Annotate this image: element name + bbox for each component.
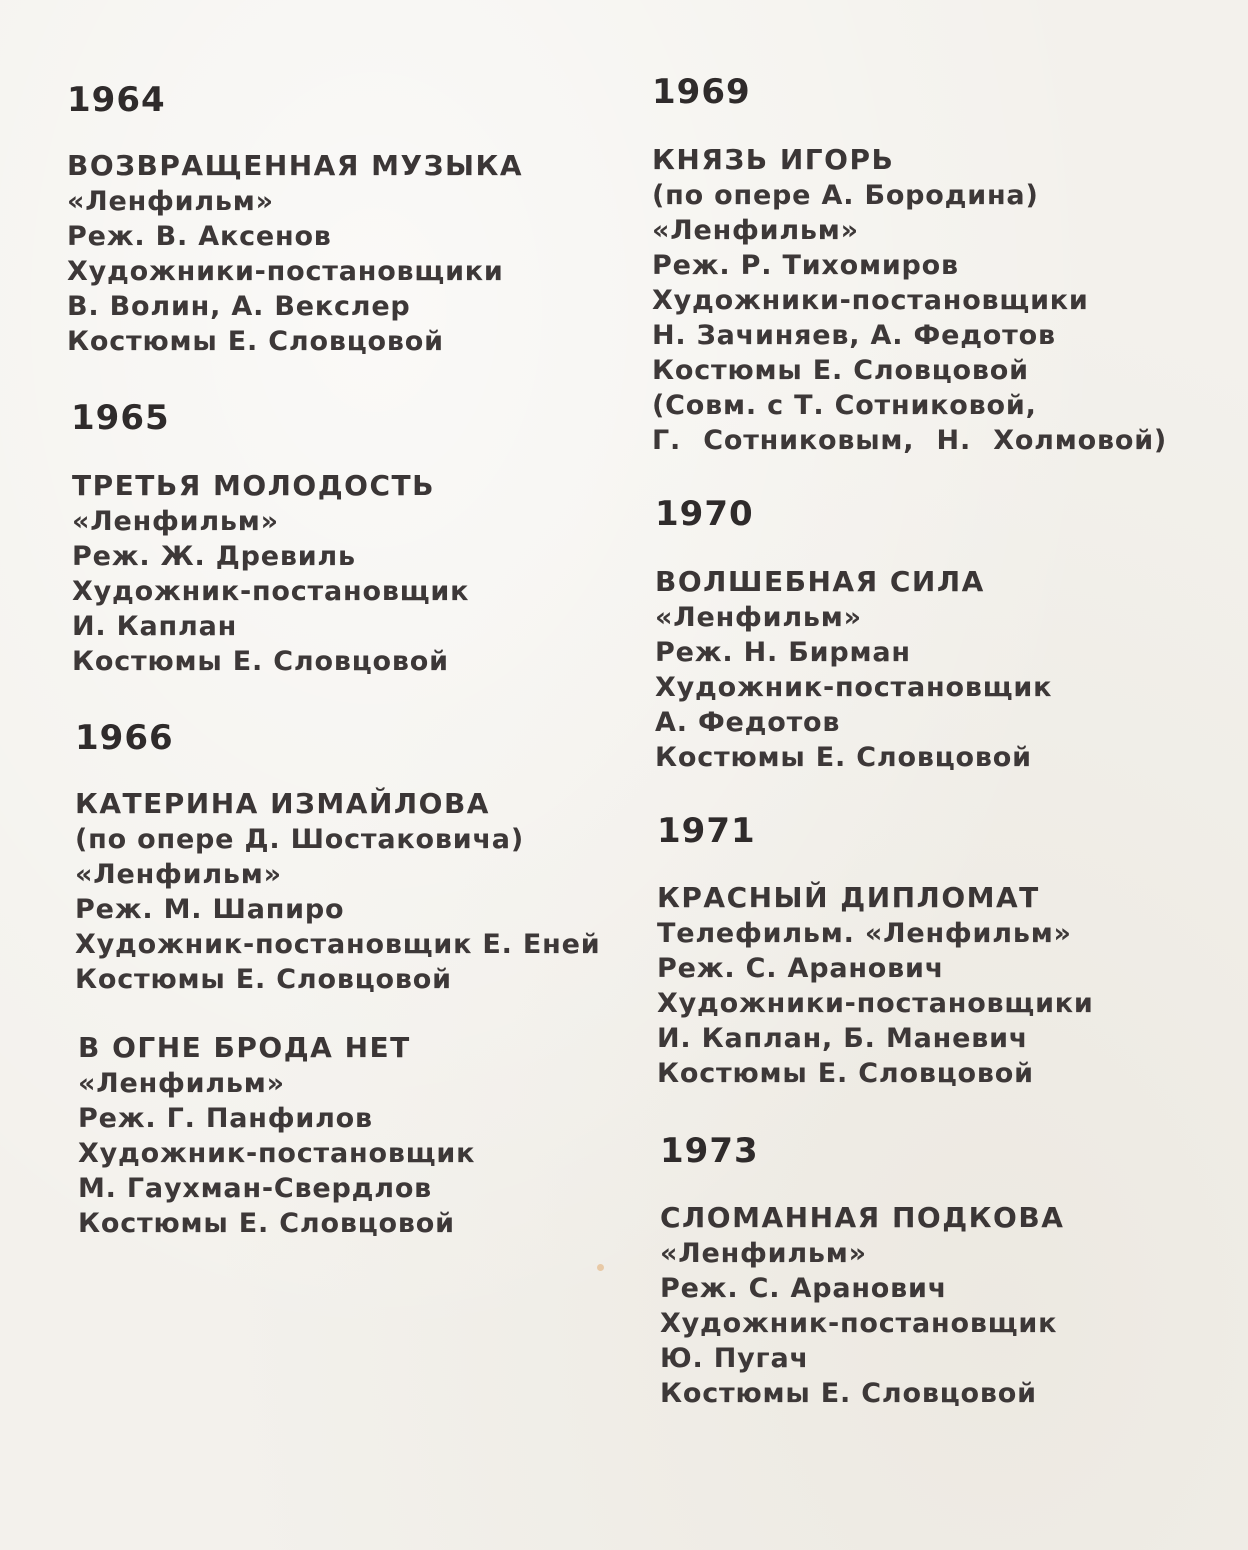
film-note: (Совм. с Т. Сотниковой,	[652, 390, 1037, 421]
film-note: Г. Сотниковым, Н. Холмовой)	[652, 425, 1168, 456]
film-note: (по опере А. Бородина)	[652, 180, 1039, 211]
year-heading: 1965	[71, 398, 170, 438]
film-studio: «Ленфильм»	[655, 602, 862, 633]
film-costumes: Костюмы Е. Словцовой	[67, 326, 444, 357]
film-entry	[655, 564, 1052, 775]
year-section-1964	[67, 80, 166, 120]
year-section-1971	[657, 811, 756, 851]
film-credit-line: И. Каплан	[72, 611, 238, 642]
film-costumes: Костюмы Е. Словцовой	[75, 964, 452, 995]
film-credit-line: В. Волин, А. Векслер	[67, 291, 411, 322]
film-credit-line: Художники-постановщики	[657, 988, 1094, 1019]
year-heading: 1973	[660, 1131, 759, 1171]
film-director: Реж. С. Аранович	[657, 953, 945, 984]
film-credit-line: Художник-постановщик	[655, 672, 1053, 703]
film-costumes: Костюмы Е. Словцовой	[72, 646, 449, 677]
film-title: СЛОМАННАЯ ПОДКОВА	[660, 1201, 1065, 1234]
film-entry	[657, 880, 1094, 1091]
film-credit-line: И. Каплан, Б. Маневич	[657, 1023, 1029, 1054]
film-costumes: Костюмы Е. Словцовой	[660, 1378, 1037, 1409]
film-director: Реж. Г. Панфилов	[78, 1103, 373, 1134]
film-costumes: Костюмы Е. Словцовой	[652, 355, 1029, 386]
film-note: (по опере Д. Шостаковича)	[75, 824, 524, 855]
film-title: КНЯЗЬ ИГОРЬ	[652, 143, 895, 176]
film-credit-line: Художник-постановщик	[660, 1308, 1058, 1339]
film-director: Реж. Р. Тихомиров	[652, 250, 959, 281]
film-title: ВОЛШЕБНАЯ СИЛА	[655, 565, 985, 598]
film-studio: «Ленфильм»	[660, 1238, 867, 1269]
paper-stain	[597, 1264, 604, 1271]
film-entry	[67, 148, 523, 359]
film-studio: «Ленфильм»	[652, 215, 859, 246]
film-costumes: Костюмы Е. Словцовой	[655, 742, 1032, 773]
year-heading: 1966	[75, 718, 174, 758]
year-heading: 1969	[652, 72, 751, 112]
film-entry	[72, 468, 469, 679]
year-heading: 1964	[67, 80, 166, 120]
film-credit-line: Н. Зачиняев, А. Федотов	[652, 320, 1056, 351]
film-title: В ОГНЕ БРОДА НЕТ	[78, 1031, 411, 1064]
film-entry	[78, 1030, 475, 1241]
film-credit-line: М. Гаухман-Свердлов	[78, 1173, 433, 1204]
film-studio: «Ленфильм»	[78, 1068, 285, 1099]
film-credit-line: Художник-постановщик	[72, 576, 470, 607]
year-section-1970	[655, 494, 754, 534]
film-entry	[652, 142, 1167, 458]
film-title: ВОЗВРАЩЕННАЯ МУЗЫКА	[67, 149, 524, 182]
film-costumes: Костюмы Е. Словцовой	[78, 1208, 455, 1239]
film-title: ТРЕТЬЯ МОЛОДОСТЬ	[72, 469, 435, 502]
film-studio: Телефильм. «Ленфильм»	[657, 918, 1072, 949]
film-director: Реж. М. Шапиро	[75, 894, 345, 925]
year-heading: 1970	[655, 494, 754, 534]
film-credit-line: А. Федотов	[655, 707, 841, 738]
film-studio: «Ленфильм»	[75, 859, 282, 890]
film-costumes: Костюмы Е. Словцовой	[657, 1058, 1034, 1089]
film-credit-line: Художники-постановщики	[652, 285, 1089, 316]
year-section-1965	[71, 398, 170, 438]
film-entry	[75, 786, 600, 997]
film-title: КАТЕРИНА ИЗМАЙЛОВА	[75, 787, 490, 820]
year-section-1966	[75, 718, 174, 758]
film-title: КРАСНЫЙ ДИПЛОМАТ	[657, 881, 1040, 914]
film-credit-line: Художники-постановщики	[67, 256, 504, 287]
film-entry	[660, 1200, 1064, 1411]
film-credit-line: Художник-постановщик Е. Еней	[75, 929, 601, 960]
year-heading: 1971	[657, 811, 756, 851]
film-director: Реж. В. Аксенов	[67, 221, 332, 252]
year-section-1973	[660, 1131, 759, 1171]
film-director: Реж. С. Аранович	[660, 1273, 948, 1304]
year-section-1969	[652, 72, 751, 112]
film-director: Реж. Ж. Древиль	[72, 541, 356, 572]
film-studio: «Ленфильм»	[72, 506, 279, 537]
film-director: Реж. Н. Бирман	[655, 637, 911, 668]
film-credit-line: Художник-постановщик	[78, 1138, 476, 1169]
film-credit-line: Ю. Пугач	[660, 1343, 809, 1374]
film-studio: «Ленфильм»	[67, 186, 274, 217]
